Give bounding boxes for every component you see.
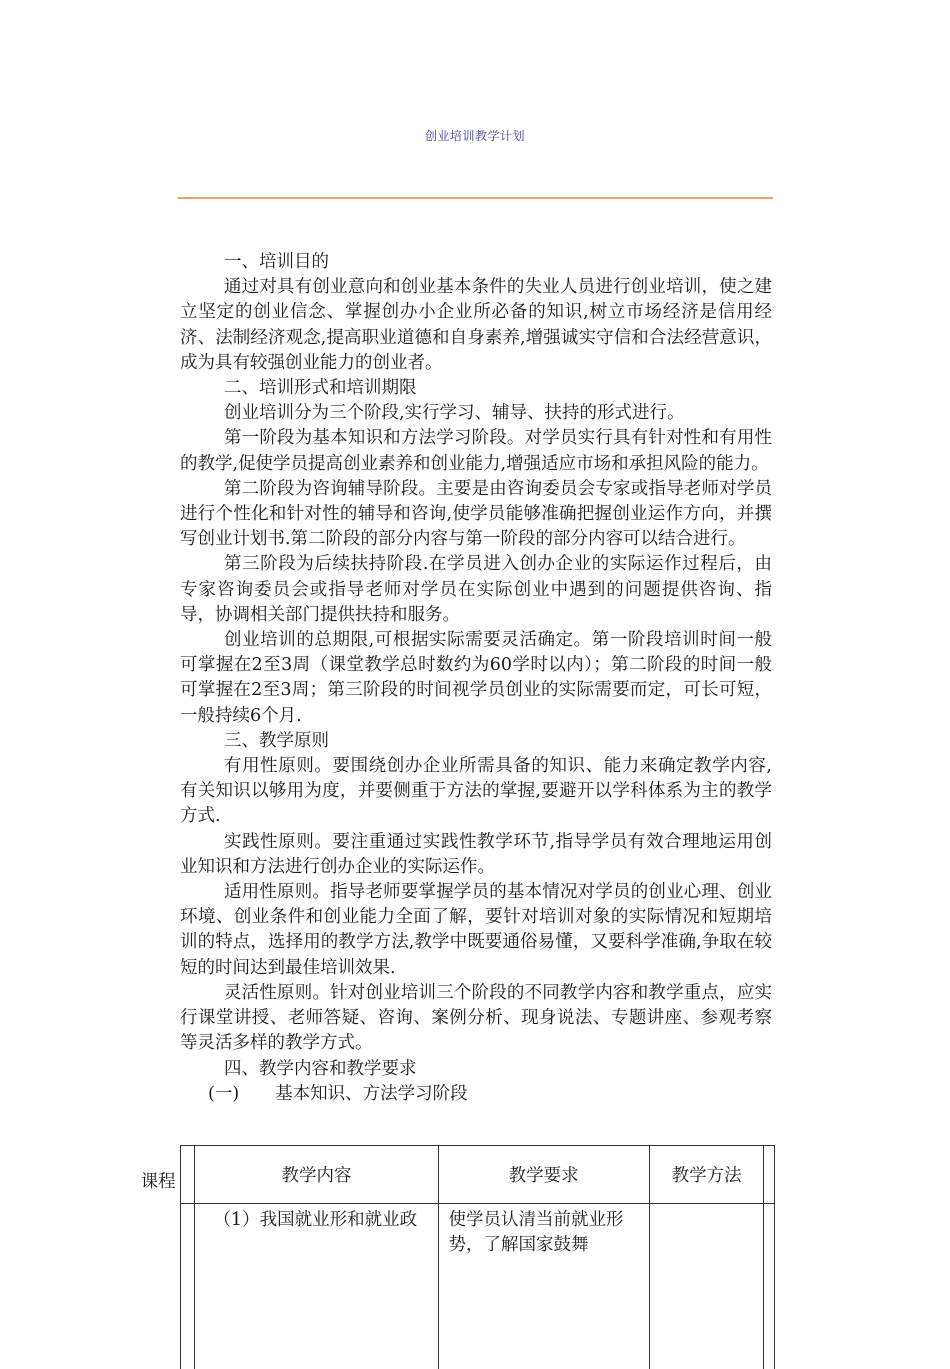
table-narrow-column <box>181 1204 195 1369</box>
table-header-row <box>130 1146 775 1204</box>
column-header-method: 教学方法 <box>649 1146 764 1204</box>
table-cell-method <box>649 1204 764 1369</box>
paragraph: 第一阶段为基本知识和方法学习阶段。对学员实行具有针对性和有用性的教学,促使学员提高创业素养和创业能力,增强适应市场和承担风险的能力。 <box>180 426 772 476</box>
column-header-content: 教学内容 <box>195 1146 438 1204</box>
table-cell-content: （1）我国就业形和就业政 <box>195 1204 438 1369</box>
subsection-heading <box>180 1082 772 1107</box>
paragraph: 适用性原则。指导老师要掌握学员的基本情况对学员的创业心理、创业环境、创业条件和创业能力全面了解，要针对培训对象的实际情况和短期培训的特点，选择用的教学方法,教学中既要通俗易懂，又要科学准确,争取在较短的时间达到最佳培训效果. <box>180 880 772 981</box>
subsection-title: 基本知识、方法学习阶段 <box>275 1084 468 1104</box>
section-heading: 一、培训目的 <box>180 250 772 275</box>
table-tail-column <box>764 1146 775 1204</box>
paragraph: 实践性原则。要注重通过实践性教学环节,指导学员有效合理地运用创业知识和方法进行创办企业的实际运作。 <box>180 830 772 880</box>
row-label-course: 课程 <box>130 1146 181 1204</box>
paragraph: 有用性原则。要围绕创办企业所需具备的知识、能力来确定教学内容,有关知识以够用为度，并要侧重于方法的掌握,要避开以学科体系为主的教学方式. <box>180 754 772 830</box>
subsection-number: (一) <box>208 1084 239 1104</box>
section-heading: 三、教学原则 <box>180 729 772 754</box>
section-heading: 二、培训形式和培训期限 <box>180 376 772 401</box>
column-header-requirement: 教学要求 <box>438 1146 649 1204</box>
paragraph: 创业培训的总期限,可根据实际需要灵活确定。第一阶段培训时间一般可掌握在2至3周（课堂教学总时数约为60学时以内）；第二阶段的时间一般可掌握在2至3周；第三阶段的时间视学员创业的实际需要而定，可长可短，一般持续6个月. <box>180 628 772 729</box>
paragraph: 通过对具有创业意向和创业基本条件的失业人员进行创业培训，使之建立坚定的创业信念、掌握创办小企业所必备的知识,树立市场经济是信用经济、法制经济观念,提高职业道德和自身素养,增强诚实守信和合法经营意识，成为具有较强创业能力的创业者。 <box>180 275 772 376</box>
paragraph: 灵活性原则。针对创业培训三个阶段的不同教学内容和教学重点，应实行课堂讲授、老师答疑、咨询、案例分析、现身说法、专题讲座、参观考察等灵活多样的教学方式。 <box>180 981 772 1057</box>
paragraph: 创业培训分为三个阶段,实行学习、辅导、扶持的形式进行。 <box>180 401 772 426</box>
table-cell-requirement: 使学员认清当前就业形势，了解国家鼓舞 <box>438 1204 649 1369</box>
paragraph: 第三阶段为后续扶持阶段.在学员进入创办企业的实际运作过程后，由专家咨询委员会或指导老师对学员在实际创业中遇到的问题提供咨询、指导，协调相关部门提供扶持和服务。 <box>180 552 772 628</box>
table-row <box>130 1204 775 1369</box>
paragraph: 第二阶段为咨询辅导阶段。主要是由咨询委员会专家或指导老师对学员进行个性化和针对性的辅导和咨询,使学员能够准确把握创业运作方向，并撰写创业计划书.第二阶段的部分内容与第一阶段的部分内容可以结合进行。 <box>180 477 772 553</box>
document-header-title: 创业培训教学计划 <box>0 127 950 144</box>
table-narrow-column <box>181 1146 195 1204</box>
section-heading: 四、教学内容和教学要求 <box>180 1057 772 1082</box>
header-divider <box>178 197 773 199</box>
course-table <box>130 1145 775 1369</box>
table-tail-column <box>764 1204 775 1369</box>
document-body <box>180 250 772 1107</box>
